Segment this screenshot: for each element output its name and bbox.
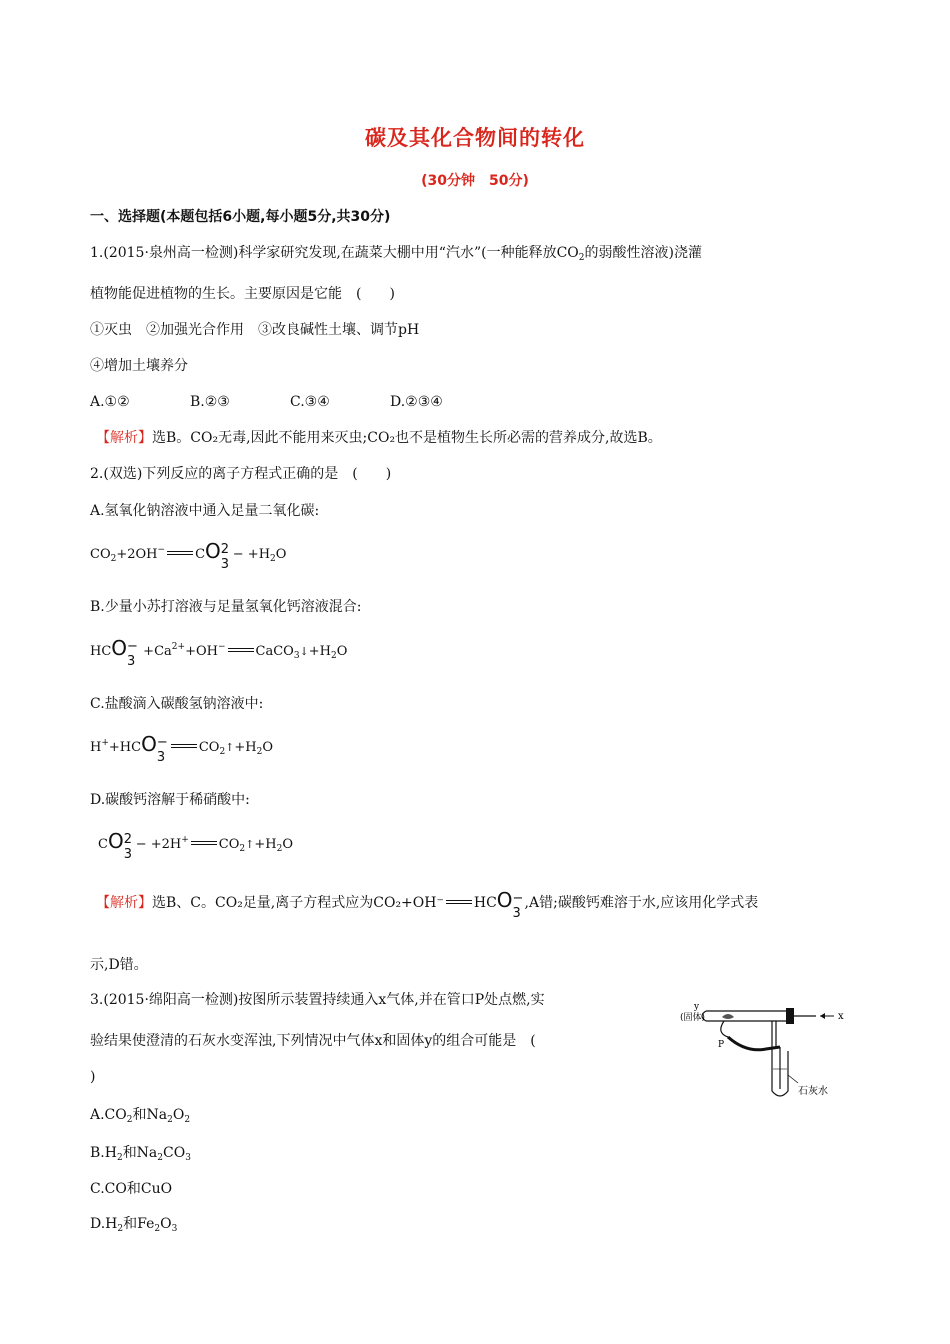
q1-option-d: D.②③④ — [390, 394, 443, 410]
q2-equation-c: H++HCO − 3 $CO_2↑+H_2O$ — [90, 732, 274, 765]
q1-options — [90, 392, 443, 412]
q1-option-c: C.③④ — [290, 394, 330, 410]
q3-option-b: $B.H_2$和$Na_2CO_3$ — [90, 1145, 191, 1163]
horizontal-tube — [706, 1011, 786, 1021]
label-solid: (固体) — [680, 1013, 706, 1023]
q1-option-b: B.②③ — [190, 394, 230, 410]
section-heading: 一、选择题(本题包括6小题,每小题5分,共30分) — [90, 209, 391, 225]
q2-analysis-text-b: ,A错;碳酸钙难溶于水,应该用化学式表 — [524, 895, 759, 911]
q2-analysis: 【解析】选B、C。CO₂足量,离子方程式应为CO₂+OH⁻ HCO − 3 ,A错;碳酸钙难溶于水,应该用化学式表 — [96, 888, 759, 921]
q2-option-c: C.盐酸滴入碳酸氢钠溶液中: — [90, 696, 264, 712]
q2-option-b: B.少量小苏打溶液与足量氢氧化钙溶液混合: — [90, 599, 362, 615]
q1-items-line1: ①灭虫 ②加强光合作用 ③改良碱性土壤、调节pH — [90, 322, 420, 338]
nozzle-p — [721, 1021, 728, 1037]
q2-analysis-text-a: 选B、C。CO₂足量,离子方程式应为CO₂+OH⁻ — [152, 895, 444, 911]
q3-stem-line3: ) — [90, 1069, 96, 1085]
q1-analysis-text: 选B。CO₂无毒,因此不能用来灭虫;CO₂也不是植物生长所必需的营养成分,故选B。 — [152, 430, 662, 446]
q1-stem-line2: 植物能促进植物的生长。主要原因是它能 ( ) — [90, 286, 395, 302]
stopper — [786, 1008, 794, 1024]
q1-items-line2: ④增加土壤养分 — [90, 358, 188, 374]
gas-arrow-head — [820, 1013, 825, 1019]
q1-stem-line1 — [90, 243, 702, 268]
label-p: P — [718, 1040, 725, 1050]
q2-option-d: D.碳酸钙溶解于稀硝酸中: — [90, 792, 250, 808]
q2-stem: 2.(双选)下列反应的离子方程式正确的是 ( ) — [90, 466, 392, 482]
q1-analysis — [96, 428, 662, 448]
q1-stem-subscript: 2 — [578, 253, 585, 263]
page-subtitle: (30分钟 50分) — [421, 173, 529, 189]
limewater-pointer — [788, 1075, 798, 1083]
q2-option-a: A.氢氧化钠溶液中通入足量二氧化碳: — [90, 503, 320, 519]
solid-sample — [722, 1014, 734, 1019]
q1-analysis-tag: 【解析】 — [96, 430, 152, 446]
q3-option-c: C.CO和CuO — [90, 1181, 173, 1197]
page-title: 碳及其化合物间的转化 — [365, 126, 585, 150]
q2-equation-b: HCO − 3 $+Ca^{2+}+OH^-$ $CaCO_3↓+H_2O$ — [90, 636, 348, 669]
q3-option-a: $A.CO_2$和$Na_2O_2$ — [90, 1107, 191, 1125]
q1-stem-text-b: 的弱酸性溶液)浇灌 — [584, 245, 702, 261]
q2-equation-a: $CO_2+2OH^-$ CO 2 3 − $+H_2O$ — [90, 539, 287, 572]
label-limewater: 石灰水 — [798, 1086, 828, 1097]
q3-stem-line2: 验结果使澄清的石灰水变浑浊,下列情况中气体x和固体y的组合可能是 ( — [90, 1033, 536, 1049]
q2-analysis-line2: 示,D错。 — [90, 957, 148, 973]
q3-option-d: $D.H_2$和$Fe_2O_3$ — [90, 1216, 178, 1234]
label-x: x — [838, 1011, 844, 1022]
q1-stem-text-a: 1.(2015·泉州高一检测)科学家研究发现,在蔬菜大棚中用“汽水”(一种能释放CO — [90, 245, 579, 261]
label-y: y — [694, 1003, 700, 1012]
q3-stem-line1: 3.(2015·绵阳高一检测)按图所示装置持续通入x气体,并在管口P处点燃,实 — [90, 992, 545, 1008]
q2-analysis-tag: 【解析】 — [96, 895, 152, 911]
q1-option-a: A.①② — [90, 394, 130, 410]
apparatus-diagram — [676, 1003, 846, 1103]
q2-equation-d: CO 2 3 − +2H+ $CO_2↑+H_2O$ — [98, 829, 293, 862]
